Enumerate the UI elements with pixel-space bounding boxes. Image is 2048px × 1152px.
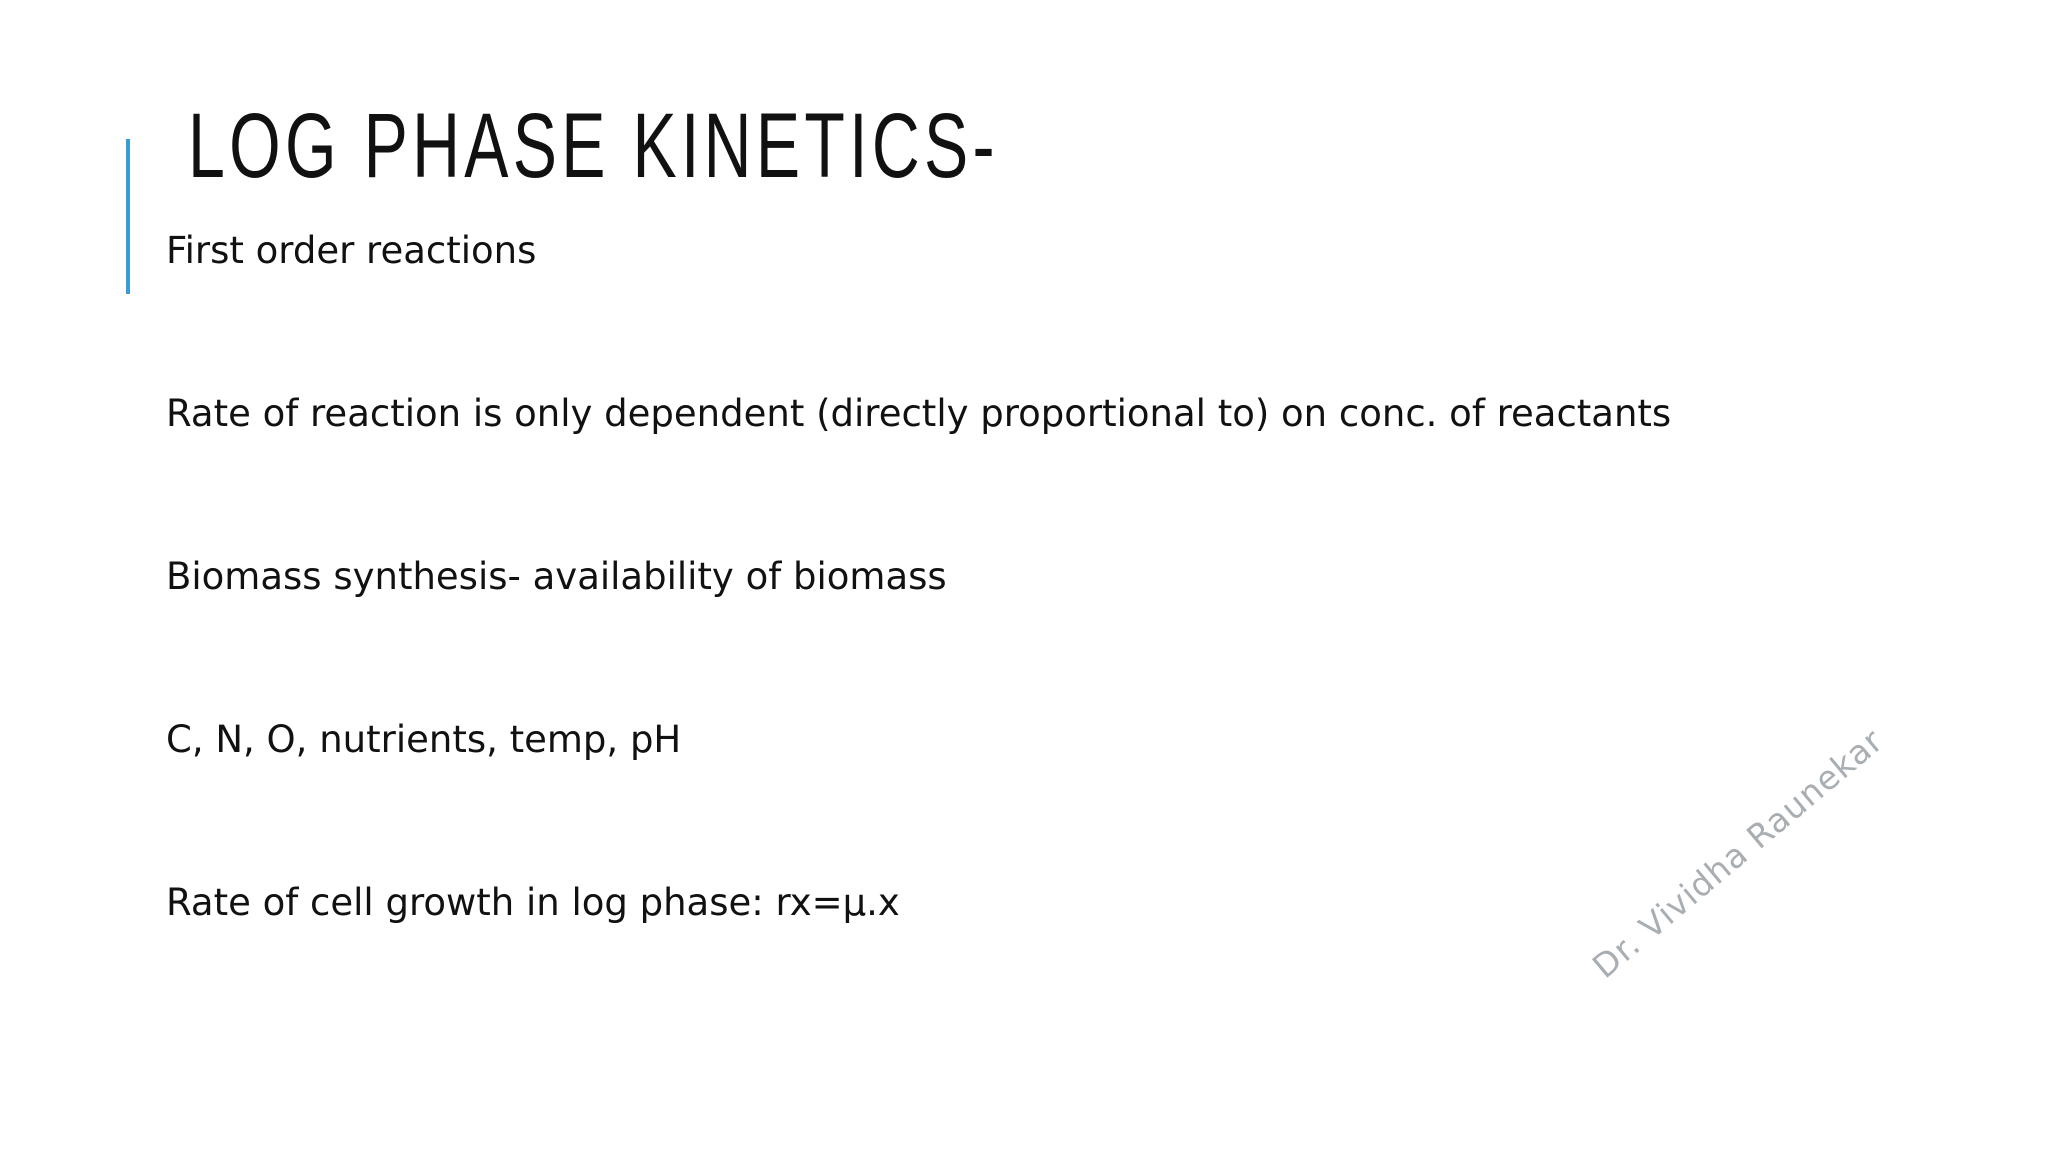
- bullet-point: C, N, O, nutrients, temp, pH: [166, 718, 682, 761]
- slide-title: LOG PHASE KINETICS-: [188, 95, 999, 197]
- slide-subtitle: First order reactions: [166, 229, 537, 272]
- author-watermark: Dr. Vividha Raunekar: [1585, 720, 1891, 986]
- bullet-point: Rate of cell growth in log phase: rx=µ.x: [166, 881, 900, 924]
- title-accent-bar: [126, 139, 130, 294]
- bullet-point: Rate of reaction is only dependent (directly proportional to) on conc. of reactants: [166, 392, 1672, 435]
- bullet-point: Biomass synthesis- availability of biomass: [166, 555, 947, 598]
